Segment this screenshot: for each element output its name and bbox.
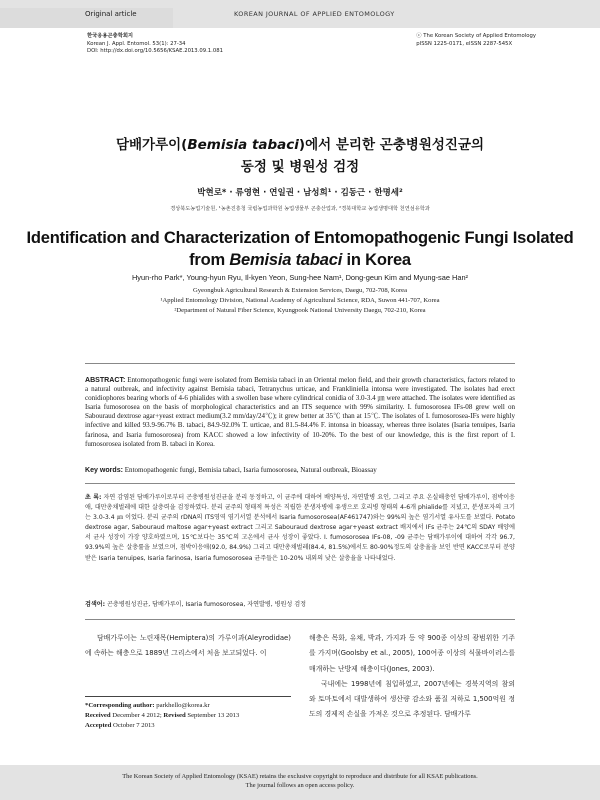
corresponding-email[interactable]: parkhello@korea.kr (156, 702, 210, 709)
corresponding-author-label: *Corresponding author: (85, 702, 155, 709)
citation-block (87, 33, 223, 56)
english-authors: Hyun-rho Park*, Young-hyun Ryu, Il-kyen Yeon, Sung-hee Nam¹, Dong-geun Kim and Myung-sae Han² (131, 273, 469, 282)
journal-name: KOREAN JOURNAL OF APPLIED ENTOMOLOGY (234, 10, 395, 18)
body-column-right (309, 631, 515, 723)
received-revised (85, 711, 291, 721)
footer-line-2: The journal follows an open access policy. (245, 782, 355, 789)
abstract-label: ABSTRACT: (85, 377, 126, 384)
korean-abstract (85, 493, 515, 564)
correspondence-block (85, 696, 291, 731)
copyright: ⓒ The Korean Society of Applied Entomology (416, 33, 536, 39)
revised-label: Revised (163, 712, 186, 719)
korean-title-line-2: 동정 및 병원성 검정 (240, 159, 360, 175)
english-affiliation-3: ²Department of Natural Fiber Science, Kyungpook National University Daegu, 702-210, Korea (174, 307, 426, 314)
accepted-date: October 7 2013 (113, 722, 155, 729)
article-type: Original article (85, 10, 137, 18)
korean-keywords-label: 검색어: (85, 601, 106, 608)
accepted-label: Accepted (85, 722, 112, 729)
received-date: December 4 2012; (112, 712, 162, 719)
doi-link[interactable]: DOI: http://dx.doi.org/10.5656/KSAE.2013.09.1.081 (87, 48, 223, 55)
issn: pISSN 1225-0171, eISSN 2287-545X (416, 40, 513, 47)
copyright-block (416, 33, 536, 48)
journal-header-bar (0, 0, 600, 28)
divider-middle (85, 483, 515, 484)
korean-authors: 박현로* · 류영현 · 연일권 · 남성희¹ · 김동근 · 한명세² (197, 188, 403, 198)
footer-bar (0, 765, 600, 800)
divider-bottom (85, 619, 515, 620)
korean-affiliation: 경상북도농업기술원, ¹농촌진흥청 국립농업과학원 농업생물부 곤충산업과, ²경북대학교 농업생명대학 천연섬유학과 (170, 206, 430, 212)
received-label: Received (85, 712, 111, 719)
body-column-left: 담배가루이는 노린재목(Hemiptera)의 가루이과(Aleyrodidae)에 속하는 해충으로 1889년 그리스에서 처음 보고되었다. 이 (85, 634, 291, 658)
journal-name-kr: 한국응용곤충학회지 (87, 33, 134, 39)
keywords (85, 466, 515, 475)
korean-title-line-1: 담배가루이(Bemisia tabaci)에서 분리한 곤충병원성진균의 (115, 137, 485, 153)
english-affiliation-1: Gyeongbuk Agricultural Research & Extension Services, Daegu, 702-708, Korea (192, 287, 408, 294)
korean-abstract-label: 초 록: (85, 494, 102, 501)
keywords-text: Entomopathogenic fungi, Bemisia tabaci, Isaria fumosorosea, Natural outbreak, Bioassay (124, 466, 377, 474)
english-title-line-1: Identification and Characterization of Entomopathogenic Fungi Isolated (26, 229, 574, 247)
abstract (85, 376, 515, 449)
revised-date: September 13 2013 (187, 712, 240, 719)
footer-text (0, 772, 600, 790)
accepted (85, 721, 291, 731)
corresponding-author (85, 701, 291, 711)
citation: Korean J. Appl. Entomol. 53(1): 27-34 (87, 40, 186, 47)
footer-line-1: The Korean Society of Applied Entomology (KSAE) retains the exclusive copyright to reproduce and distribute for all KSAE publications. (122, 773, 478, 780)
keywords-label: Key words: (85, 467, 123, 474)
english-title-line-2: from Bemisia tabaci in Korea (189, 251, 411, 269)
body-right-paragraph-1: 해충은 목화, 유채, 박과, 가지과 등 약 900종 이상의 광범위한 기주를 가지며(Goolsby et al., 2005), 100여종 이상의 식물바이러스를 매개하는 난방제 해충이다(Jones, 2003). (309, 634, 515, 673)
korean-keywords (85, 600, 515, 609)
english-affiliation-2: ¹Applied Entomology Division, National Academy of Agricultural Science, RDA, Suwon 441-707, Korea (160, 297, 440, 304)
body-right-paragraph-2: 국내에는 1998년에 침입하였고, 2007년에는 경북지역의 참외와 토마토에서 대발생하여 생산량 감소와 품질 저하로 1,500억원 정도의 경제적 손실을 가져온 것으로 추정된다. 담배가루 (309, 679, 515, 719)
korean-abstract-text: 자연 감염된 담배가루이로부터 곤충병원성진균을 분리 동정하고, 이 균주에 대하여 배양특성, 자연발병 요인, 그리고 주요 온실해충인 담배가루이, 점박이응애, 대만총채벌레에 대한 살충력을 검정하였다. 분리 균주의 형태적 특성은 직립한 분생자병에 유생으로 호리병 형태의 4-6개 phialide를 지녔고, 분생포자의 크기는 3.0-3.4 ㎛ 이었다. 분리 균주의 rDNA의 ITS영역 염기서열 분석에서 Isaria fumosorosea(AF461747)와는 99%의 높은 염기서열 유사도를 보였다. Potato dextrose agar, Sabouraud maltose agar+yeast extract 그리고 Sabouraud dextrose agar+yeast extract 배지에서 IFs 균주는 24℃의 SDAY 배양에서 균사 성장이 가장 양호하였으며, 15℃보다는 35℃의 고온에서 균사 성장이 좋았다. I. fumosorosea IFs-08, -09 균주는 담배가루이에 대하여 각각 96.7, 93.9%의 높은 살충률을 보였으며, 점박이응애(92.0, 84.9%) 그리고 대만총채벌레(84.4, 81.5%)에서도 80-90%정도의 살충율을 보인 반면 KACC로부터 분양받은 Isaria tenuipes, Isaria farinosa, Isaria fumosorosea 균주들은 10-20% 내외의 낮은 살충율을 나타내었다. (85, 494, 516, 562)
korean-keywords-text: 곤충병원성진균, 담배가루이, Isaria fumosorosea, 자연발병, 병원성 검정 (107, 601, 307, 608)
abstract-text: Entomopathogenic fungi were isolated from Bemisia tabaci in an Oriental melon field, and their growth characteristics, factors related to a natural outbreak, and infectivity against Bemisia tabaci, Tetranychus urticae, and Frankliniella intonsa were investigated. The isolates had erect conidiophores bearing whorls of 4-6 phialides with a swollen base where cylindrical conidia of 3.0-3.4 ㎛ were attached. The isolates were identified as Isaria fumosorosea on the basis of morphological characteristics and an ITS sequence with 99% similarity. I. fumosorosea IFs-08 grew well on Sabouraud dextrose agar+yeast extract medium(3.2 mm/day/24℃); it grew better at 35℃ than at 15℃. The isolates of I. fumosorosea-IFs were highly infective and killed 93.9-96.7% B. tabaci, 84.9-92.0% T. urticae, and 81.5-84.4% F. intonsa in bioassay, whereas three isolates (Isaria tenuipes, Isaria farinosa, and Isaria fumosorosea) from KACC showed a low infectivity of 10-20%. To the best of our knowledge, this is the first report of I. fumosorosea isolated from B. tabaci in Korea. (85, 376, 515, 448)
divider-top (85, 363, 515, 364)
